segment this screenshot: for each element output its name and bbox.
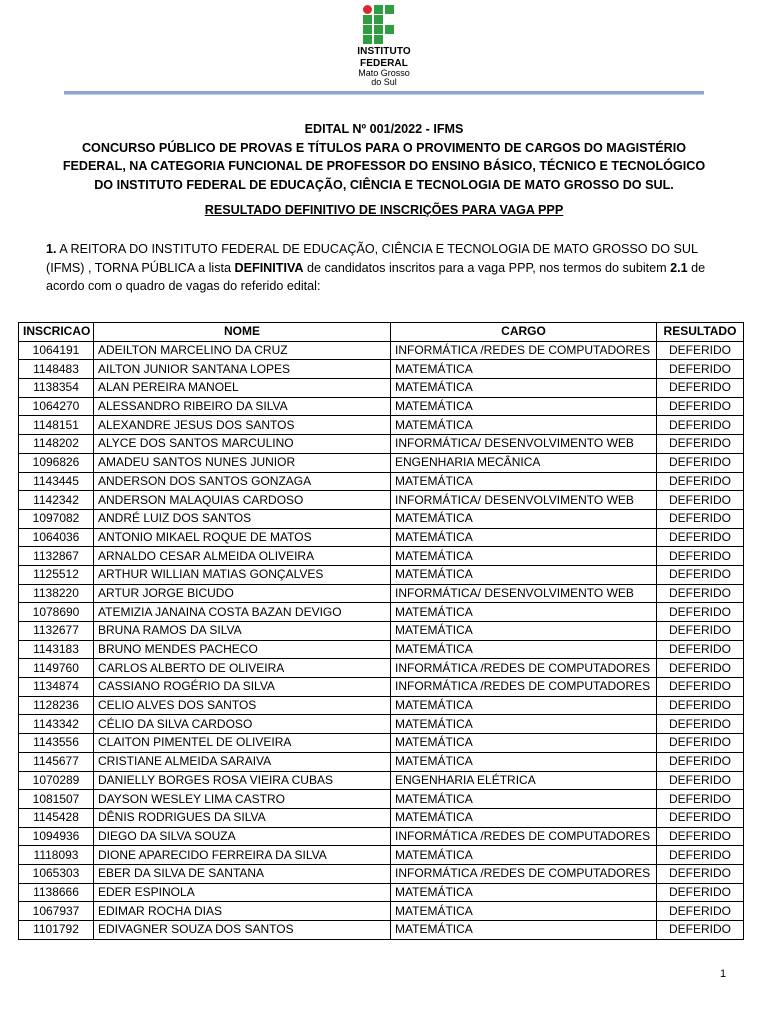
cell-nome: ALEXANDRE JESUS DOS SANTOS	[94, 416, 391, 435]
table-row	[19, 341, 744, 360]
cell-nome: ANDRÉ LUIZ DOS SANTOS	[94, 509, 391, 528]
table-row	[19, 846, 744, 865]
table-row	[19, 491, 744, 510]
cell-inscricao: 1138220	[19, 584, 94, 603]
cell-resultado: DEFERIDO	[657, 360, 744, 379]
table-row	[19, 921, 744, 940]
cell-resultado: DEFERIDO	[657, 659, 744, 678]
cell-cargo: MATEMÁTICA	[391, 846, 657, 865]
cell-cargo: MATEMÁTICA	[391, 528, 657, 547]
cell-inscricao: 1101792	[19, 921, 94, 940]
cell-resultado: DEFERIDO	[657, 771, 744, 790]
cell-resultado: DEFERIDO	[657, 883, 744, 902]
table-row	[19, 472, 744, 491]
cell-inscricao: 1125512	[19, 565, 94, 584]
cell-inscricao: 1067937	[19, 902, 94, 921]
cell-inscricao: 1148151	[19, 416, 94, 435]
cell-cargo: ENGENHARIA MECÂNICA	[391, 453, 657, 472]
header-nome: NOME	[94, 323, 391, 342]
document-heading	[40, 120, 728, 194]
cell-cargo: MATEMÁTICA	[391, 416, 657, 435]
table-row	[19, 435, 744, 454]
cell-resultado: DEFERIDO	[657, 528, 744, 547]
table-row	[19, 603, 744, 622]
cell-resultado: DEFERIDO	[657, 790, 744, 809]
cell-resultado: DEFERIDO	[657, 341, 744, 360]
heading-line-2: CONCURSO PÚBLICO DE PROVAS E TÍTULOS PARA O PROVIMENTO DE CARGOS DO MAGISTÉRIO	[81, 140, 687, 155]
cell-inscricao: 1132867	[19, 547, 94, 566]
table-row	[19, 379, 744, 398]
cell-cargo: INFORMÁTICA /REDES DE COMPUTADORES	[391, 678, 657, 697]
cell-resultado: DEFERIDO	[657, 696, 744, 715]
cell-nome: ALESSANDRO RIBEIRO DA SILVA	[94, 397, 391, 416]
cell-cargo: MATEMÁTICA	[391, 509, 657, 528]
table-row	[19, 752, 744, 771]
cell-nome: ALAN PEREIRA MANOEL	[94, 379, 391, 398]
logo-line-4: do Sul	[371, 77, 397, 87]
header-divider	[64, 91, 704, 95]
cell-resultado: DEFERIDO	[657, 603, 744, 622]
cell-nome: CELIO ALVES DOS SANTOS	[94, 696, 391, 715]
header-inscricao: INSCRICAO	[19, 323, 94, 342]
table-row	[19, 696, 744, 715]
edital-title: EDITAL Nº 001/2022 - IFMS	[304, 122, 464, 136]
table-row	[19, 808, 744, 827]
cell-cargo: MATEMÁTICA	[391, 472, 657, 491]
cell-cargo: MATEMÁTICA	[391, 360, 657, 379]
page-number: 1	[719, 968, 727, 980]
table-row	[19, 453, 744, 472]
cell-inscricao: 1148202	[19, 435, 94, 454]
table-row	[19, 864, 744, 883]
cell-nome: AILTON JUNIOR SANTANA LOPES	[94, 360, 391, 379]
cell-cargo: MATEMÁTICA	[391, 696, 657, 715]
paragraph-text-a: A REITORA DO INSTITUTO FEDERAL DE EDUCAÇÃO, CIÊNCIA E TECNOLOGIA DE MATO GROSSO DO SUL (IFMS) , TORNA PÚBLICA a lista	[46, 242, 698, 275]
cell-inscricao: 1064270	[19, 397, 94, 416]
table-row	[19, 659, 744, 678]
cell-nome: EDIVAGNER SOUZA DOS SANTOS	[94, 921, 391, 940]
cell-nome: ATEMIZIA JANAINA COSTA BAZAN DEVIGO	[94, 603, 391, 622]
cell-inscricao: 1064191	[19, 341, 94, 360]
cell-nome: DIONE APARECIDO FERREIRA DA SILVA	[94, 846, 391, 865]
cell-resultado: DEFERIDO	[657, 584, 744, 603]
results-table	[18, 322, 744, 940]
paragraph-bold-subitem: 2.1	[670, 260, 688, 275]
cell-inscricao: 1138354	[19, 379, 94, 398]
paragraph-number: 1.	[46, 242, 57, 256]
cell-resultado: DEFERIDO	[657, 640, 744, 659]
cell-resultado: DEFERIDO	[657, 846, 744, 865]
cell-cargo: MATEMÁTICA	[391, 397, 657, 416]
cell-resultado: DEFERIDO	[657, 547, 744, 566]
cell-inscricao: 1128236	[19, 696, 94, 715]
header-cargo: CARGO	[391, 323, 657, 342]
table-row	[19, 528, 744, 547]
cell-inscricao: 1064036	[19, 528, 94, 547]
cell-resultado: DEFERIDO	[657, 509, 744, 528]
cell-resultado: DEFERIDO	[657, 752, 744, 771]
cell-inscricao: 1138666	[19, 883, 94, 902]
cell-cargo: MATEMÁTICA	[391, 640, 657, 659]
cell-inscricao: 1094936	[19, 827, 94, 846]
cell-cargo: MATEMÁTICA	[391, 790, 657, 809]
logo-line-2: FEDERAL	[360, 58, 408, 69]
table-row	[19, 678, 744, 697]
cell-cargo: MATEMÁTICA	[391, 902, 657, 921]
table-row	[19, 790, 744, 809]
cell-inscricao: 1145428	[19, 808, 94, 827]
paragraph-text-b: de candidatos inscritos para a vaga PPP, nos termos do subitem	[303, 260, 671, 275]
cell-nome: ARTUR JORGE BICUDO	[94, 584, 391, 603]
table-row	[19, 902, 744, 921]
cell-nome: DANIELLY BORGES ROSA VIEIRA CUBAS	[94, 771, 391, 790]
cell-nome: CASSIANO ROGÉRIO DA SILVA	[94, 678, 391, 697]
cell-nome: DIEGO DA SILVA SOUZA	[94, 827, 391, 846]
cell-cargo: INFORMÁTICA /REDES DE COMPUTADORES	[391, 341, 657, 360]
cell-nome: CRISTIANE ALMEIDA SARAIVA	[94, 752, 391, 771]
cell-inscricao: 1070289	[19, 771, 94, 790]
cell-resultado: DEFERIDO	[657, 491, 744, 510]
cell-nome: ARTHUR WILLIAN MATIAS GONÇALVES	[94, 565, 391, 584]
cell-cargo: MATEMÁTICA	[391, 622, 657, 641]
cell-resultado: DEFERIDO	[657, 397, 744, 416]
cell-inscricao: 1078690	[19, 603, 94, 622]
cell-inscricao: 1081507	[19, 790, 94, 809]
cell-resultado: DEFERIDO	[657, 808, 744, 827]
table-row	[19, 360, 744, 379]
cell-inscricao: 1096826	[19, 453, 94, 472]
cell-resultado: DEFERIDO	[657, 678, 744, 697]
cell-nome: CÉLIO DA SILVA CARDOSO	[94, 715, 391, 734]
cell-nome: EDIMAR ROCHA DIAS	[94, 902, 391, 921]
cell-inscricao: 1142342	[19, 491, 94, 510]
table-row	[19, 397, 744, 416]
cell-resultado: DEFERIDO	[657, 435, 744, 454]
logo-mark-icon	[363, 5, 405, 45]
cell-inscricao: 1065303	[19, 864, 94, 883]
cell-resultado: DEFERIDO	[657, 622, 744, 641]
cell-inscricao: 1118093	[19, 846, 94, 865]
cell-nome: ALYCE DOS SANTOS MARCULINO	[94, 435, 391, 454]
cell-cargo: MATEMÁTICA	[391, 734, 657, 753]
table-row	[19, 584, 744, 603]
cell-inscricao: 1145677	[19, 752, 94, 771]
cell-resultado: DEFERIDO	[657, 453, 744, 472]
cell-resultado: DEFERIDO	[657, 827, 744, 846]
cell-nome: DAYSON WESLEY LIMA CASTRO	[94, 790, 391, 809]
logo-line-3: Mato Grosso	[358, 68, 410, 78]
cell-inscricao: 1143445	[19, 472, 94, 491]
cell-nome: AMADEU SANTOS NUNES JUNIOR	[94, 453, 391, 472]
cell-cargo: INFORMÁTICA /REDES DE COMPUTADORES	[391, 659, 657, 678]
cell-cargo: MATEMÁTICA	[391, 603, 657, 622]
cell-resultado: DEFERIDO	[657, 472, 744, 491]
cell-nome: DÊNIS RODRIGUES DA SILVA	[94, 808, 391, 827]
cell-nome: ANDERSON MALAQUIAS CARDOSO	[94, 491, 391, 510]
paragraph-text-c: de acordo com o quadro de vagas do referido edital:	[46, 260, 706, 293]
cell-resultado: DEFERIDO	[657, 379, 744, 398]
cell-nome: ADEILTON MARCELINO DA CRUZ	[94, 341, 391, 360]
header-resultado: RESULTADO	[657, 323, 744, 342]
cell-nome: ARNALDO CESAR ALMEIDA OLIVEIRA	[94, 547, 391, 566]
cell-inscricao: 1148483	[19, 360, 94, 379]
cell-resultado: DEFERIDO	[657, 715, 744, 734]
cell-resultado: DEFERIDO	[657, 902, 744, 921]
cell-resultado: DEFERIDO	[657, 416, 744, 435]
cell-nome: EDER ESPINOLA	[94, 883, 391, 902]
table-row	[19, 827, 744, 846]
cell-inscricao: 1143556	[19, 734, 94, 753]
table-row	[19, 565, 744, 584]
heading-line-3: FEDERAL, NA CATEGORIA FUNCIONAL DE PROFESSOR DO ENSINO BÁSICO, TÉCNICO E TECNOLÓGICO	[62, 159, 706, 173]
cell-cargo: INFORMÁTICA/ DESENVOLVIMENTO WEB	[391, 435, 657, 454]
cell-nome: CLAITON PIMENTEL DE OLIVEIRA	[94, 734, 391, 753]
cell-cargo: MATEMÁTICA	[391, 565, 657, 584]
cell-cargo: INFORMÁTICA /REDES DE COMPUTADORES	[391, 827, 657, 846]
cell-cargo: MATEMÁTICA	[391, 921, 657, 940]
table-row	[19, 416, 744, 435]
institution-logo	[336, 5, 432, 87]
paragraph-bold-definitiva: DEFINITIVA	[234, 260, 304, 275]
cell-inscricao: 1134874	[19, 678, 94, 697]
cell-cargo: MATEMÁTICA	[391, 808, 657, 827]
table-header-row	[19, 323, 744, 342]
cell-cargo: MATEMÁTICA	[391, 752, 657, 771]
cell-nome: ANTONIO MIKAEL ROQUE DE MATOS	[94, 528, 391, 547]
cell-inscricao: 1143183	[19, 640, 94, 659]
cell-nome: BRUNO MENDES PACHECO	[94, 640, 391, 659]
cell-cargo: MATEMÁTICA	[391, 547, 657, 566]
logo-line-1: INSTITUTO	[357, 46, 411, 57]
cell-resultado: DEFERIDO	[657, 734, 744, 753]
cell-cargo: INFORMÁTICA /REDES DE COMPUTADORES	[391, 864, 657, 883]
cell-nome: BRUNA RAMOS DA SILVA	[94, 622, 391, 641]
cell-nome: EBER DA SILVA DE SANTANA	[94, 864, 391, 883]
cell-cargo: MATEMÁTICA	[391, 883, 657, 902]
table-row	[19, 547, 744, 566]
cell-cargo: ENGENHARIA ELÉTRICA	[391, 771, 657, 790]
table-row	[19, 771, 744, 790]
cell-cargo: INFORMÁTICA/ DESENVOLVIMENTO WEB	[391, 584, 657, 603]
result-subtitle: RESULTADO DEFINITIVO DE INSCRIÇÕES PARA VAGA PPP	[204, 203, 564, 217]
table-row	[19, 509, 744, 528]
cell-resultado: DEFERIDO	[657, 921, 744, 940]
table-row	[19, 715, 744, 734]
cell-resultado: DEFERIDO	[657, 864, 744, 883]
table-row	[19, 734, 744, 753]
cell-nome: ANDERSON DOS SANTOS GONZAGA	[94, 472, 391, 491]
cell-nome: CARLOS ALBERTO DE OLIVEIRA	[94, 659, 391, 678]
cell-inscricao: 1143342	[19, 715, 94, 734]
heading-line-4: DO INSTITUTO FEDERAL DE EDUCAÇÃO, CIÊNCIA E TECNOLOGIA DE MATO GROSSO DO SUL.	[94, 177, 674, 192]
cell-inscricao: 1132677	[19, 622, 94, 641]
intro-paragraph	[46, 240, 736, 296]
cell-inscricao: 1097082	[19, 509, 94, 528]
table-row	[19, 640, 744, 659]
table-row	[19, 883, 744, 902]
cell-cargo: INFORMÁTICA/ DESENVOLVIMENTO WEB	[391, 491, 657, 510]
table-row	[19, 622, 744, 641]
cell-cargo: MATEMÁTICA	[391, 379, 657, 398]
cell-cargo: MATEMÁTICA	[391, 715, 657, 734]
cell-resultado: DEFERIDO	[657, 565, 744, 584]
cell-inscricao: 1149760	[19, 659, 94, 678]
